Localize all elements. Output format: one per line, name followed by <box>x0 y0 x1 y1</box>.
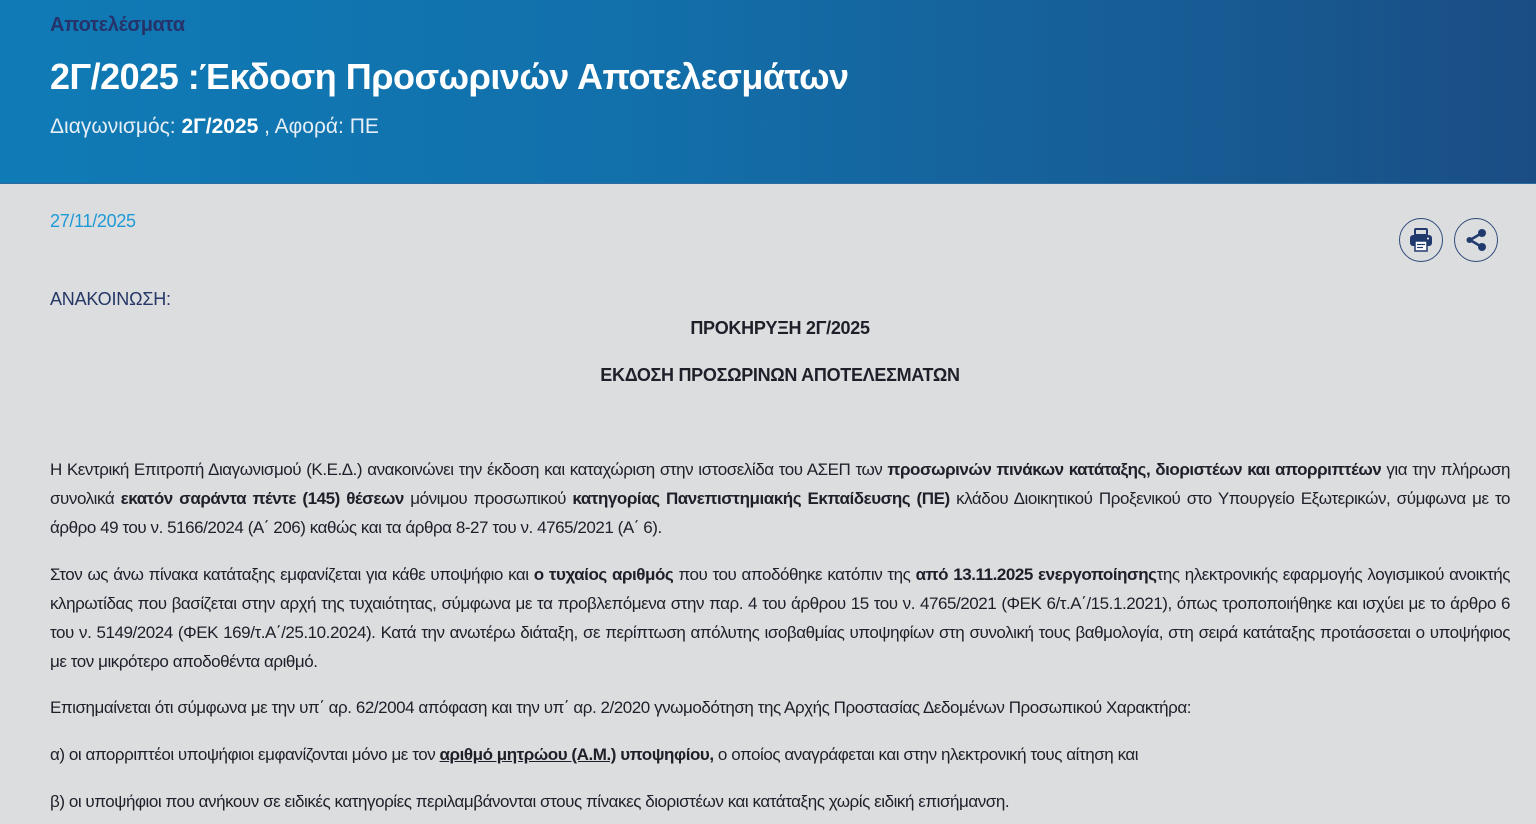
text: ο οποίος αναγράφεται και στην ηλεκτρονική τους αίτηση και <box>713 745 1139 764</box>
printer-icon <box>1407 226 1435 254</box>
text: της ηλεκτρονικής εφαρμογής λογισμικού ανοικτής κληρωτίδας που βασίζεται στην αρχή της τυχαιότητας, σύμφωνα με τα προβλεπόμενα στην παρ. 4 του άρθρου 15 του ν. 4765/2021 (ΦΕΚ 6/τ.Α΄/15.1.2021), όπως τροποποιήθηκε και ισχύει με το άρθρο 6 του ν. 5149/2024 (ΦΕΚ 169/τ.Α΄/25.10.2024). Κατά την ανωτέρω διάταξη, σε περίπτωση απόλυτης ισοβαθμίας υποψηφίων στη συνολική τους βαθμολογία, στη σειρά κατάταξης προτάσσεται ο υποψήφιος με τον μικρότερο αποδοθέντα αριθμό. <box>50 565 1510 671</box>
share-button[interactable] <box>1454 218 1498 262</box>
paragraph-data-protection: Επισημαίνεται ότι σύμφωνα με την υπ΄ αρ. 62/2004 απόφαση και την υπ΄ αρ. 2/2020 γνωμοδότηση της Αρχής Προστασίας Δεδομένων Προσωπικού Χαρακτήρα: <box>50 698 1192 717</box>
article-actions <box>1399 218 1498 262</box>
page-hero <box>0 0 1536 184</box>
list-item-b: β) οι υποψήφιοι που ανήκουν σε ειδικές κατηγορίες περιλαμβάνονται στους πίνακες διοριστέων και κατάταξης χωρίς ειδική επισήμανση. <box>50 792 1010 811</box>
bold-text: κατηγορίας Πανεπιστημιακής Εκπαίδευσης (ΠΕ) <box>572 489 950 508</box>
underlined-text: αριθμό μητρώου (Α.Μ.) <box>439 745 616 764</box>
text: Στον ως άνω πίνακα κατάταξης εμφανίζεται για κάθε υποψήφιο και <box>50 565 534 584</box>
text: κλάδου Διοικητικού Προξενικού στο Υπουργείο Εξωτερικών, σύμφωνα με το άρθρο 49 του ν. 5166/2024 (Α΄ 206) καθώς και τα άρθρα 8-27 του ν. 4765/2021 (Α΄ 6). <box>50 489 1511 537</box>
text: μόνιμου προσωπικού <box>403 489 573 508</box>
paragraph-random-number <box>50 560 1510 676</box>
text: για την πλήρωση συνολικά <box>50 460 1510 508</box>
text: που του αποδόθηκε κατόπιν της <box>673 565 916 584</box>
bold-text: ο τυχαίος αριθμός <box>533 565 674 584</box>
page-meta <box>50 115 379 139</box>
bold-text: εκατόν σαράντα πέντε (145) θέσεων <box>120 489 404 508</box>
bold-text: προσωρινών πινάκων κατάταξης, διοριστέων και απορριπτέων <box>887 460 1382 479</box>
concerns-value: ΠΕ <box>349 115 379 138</box>
bold-text: υποψηφίου, <box>615 745 714 764</box>
publish-date: 27/11/2025 <box>50 211 136 231</box>
share-icon <box>1462 226 1490 254</box>
print-button[interactable] <box>1399 218 1443 262</box>
text: Η Κεντρική Επιτροπή Διαγωνισμού (Κ.Ε.Δ.) ανακοινώνει την έκδοση και καταχώριση στην ιστοσελίδα του ΑΣΕΠ των <box>50 460 888 479</box>
notice-subheading: ΕΚΔΟΣΗ ΠΡΟΣΩΡΙΝΩΝ ΑΠΟΤΕΛΕΣΜΑΤΩΝ <box>600 365 960 385</box>
category-label[interactable]: Αποτελέσματα <box>50 14 185 36</box>
contest-value: 2Γ/2025 <box>181 115 259 138</box>
notice-heading: ΠΡΟΚΗΡΥΞΗ 2Γ/2025 <box>690 318 870 338</box>
paragraph-intro <box>50 455 1510 542</box>
list-item-a <box>50 740 1510 769</box>
text: α) οι απορριπτέοι υποψήφιοι εμφανίζονται μόνο με τον <box>50 745 440 764</box>
page-title: 2Γ/2025 :Έκδοση Προσωρινών Αποτελεσμάτων <box>50 56 849 97</box>
announcement-label: ΑΝΑΚΟΙΝΩΣΗ: <box>50 289 171 309</box>
meta-separator: , <box>264 115 270 138</box>
concerns-label: Αφορά: <box>274 115 344 138</box>
contest-label: Διαγωνισμός: <box>50 115 176 138</box>
bold-text: από 13.11.2025 ενεργοποίησης <box>915 565 1157 584</box>
